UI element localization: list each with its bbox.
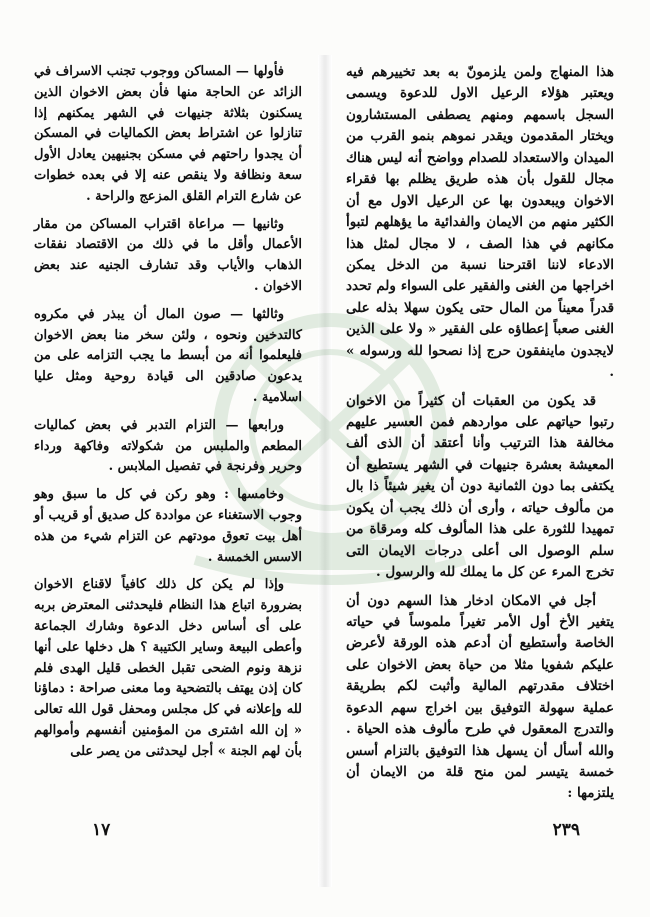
left-paragraph-6: وإذا لم يكن كل ذلك كافياً لاقناع الاخوان بضرورة اتباع هذا النظام فليحدثنى المعترض بربه على أى أساس دخل الدعوة وشارك الجماعة وأعطى البيعة وساير الكتيبة ؟ هل دخلها على أنها نزهة ونوم الضحى تقبل الخطى قليل الهدى فلم كان إذن يهتف بالتضحية وما معنى صراحة : دماؤنا لله وإعلانه في كل مجلس ومحفل قول الله تعالى « إن الله اشترى من المؤمنين أنفسهم وأموالهم بأن لهم الجنة » أجل ليحدثنى من يصر على xyxy=(34,577,302,759)
left-paragraph-4: ورابعها — التزام التدبر في بعض كماليات المطعم والملبس من شكولاته وفاكهة ورداء وحرير وفرنجة في تفصيل الملابس . xyxy=(34,417,302,475)
left-paragraph-1: فأولها — المساكن ووجوب تجنب الاسراف في الزائد عن الحاجة منها فأن بعض الاخوان الذين يسكنون بثلاثة جنيهات في الشهر يمكنهم إذا تنازلوا عن اشتراط بعض الكماليات في المسكن أن يجدوا راحتهم في مسكن بجنيهين يعادل الأول سعة ونظافة ولا ينقص عنه إلا في بعده خطوات عن شارع الترام القلق المزعج والراحة . xyxy=(34,64,302,204)
left-paragraph-3: وثالثها — صون المال أن يبذر في مكروه كالتدخين ونحوه ، ولئن سخر منا بعض الاخوان فليعلموا أنه من أبسط ما يجب التزامه على من يدعون صادقين الى قيادة روحية ومثل عليا اسلامية . xyxy=(34,306,302,405)
right-paragraph-1: هذا المنهاج ولمن يلزمونّ به بعد تخييرهم فيه ويعتبر هؤلاء الرعيل الاول للدعوة ويسمى السجل باسمهم ومنهم يصطفى المستشارون ويختار المقدمون ويقدر نموهم بنمو القرب من الميدان والاستعداد للصدام وواضح أنه ليس هناك مجال للقول بأن هذه طريق يظلم بها فقراء الاخوان ويبعدون بها عن الرعيل الاول مع أن الكثير منهم من الايمان والفدائية ما يؤهلهم لتبوأ مكانهم في هذا الصف ، لا مجال لمثل هذا الادعاء لاننا اقترحنا نسبة من الدخل يمكن اخراجها من الغنى والفقير على السواء ولم تحدد قدراً معيناً من المال حتى يكون سهلا بذله على الغنى صعباً إعطاؤه على الفقير « ولا على الذين لايجدون ماينفقون حرج إذا نصحوا لله ورسوله » . xyxy=(346,64,614,381)
left-page-text-column xyxy=(34,62,302,763)
left-page-number: ١٧ xyxy=(92,820,111,840)
right-paragraph-3: أجل في الامكان ادخار هذا السهم دون أن يتغير الأخ أول الأمر تغيراً ملموساً في حياته الخاصة وأستطيع أن أدعم هذه الورقة لأعرض عليكم شفويا مثلا من حياة بعض الاخوان على اختلاف مقدرتهم المالية وأثبت لكم بطريقة عملية سهولة التوفيق بين اخراج سهم الدعوة والتدرج المعقول في طرح مألوف هذه الحياة . والله أسأل أن يسهل هذا التوفيق بالتزام أسس خمسة يتيسر لمن منح قلة من الايمان أن يلتزمها : xyxy=(346,592,614,802)
book-gutter xyxy=(318,55,332,887)
left-paragraph-2: وثانيها — مراعاة اقتراب المساكن من مقار الأعمال وأقل ما في ذلك من الاقتصاد نفقات الذهاب والأياب وقد تشارف الجنيه عند بعض الاخوان . xyxy=(34,216,302,294)
left-paragraph-5: وخامسها : وهو ركن في كل ما سبق وهو وجوب الاستغناء عن مواددة كل صديق أو قريب أو أهل بيت تعوق مودتهم عن التزام شيء من هذه الاسس الخمسة . xyxy=(34,487,302,565)
right-paragraph-2: قد يكون من العقبات أن كثيراً من الاخوان رتبوا حياتهم على مواردهم فمن العسير عليهم مخالفة هذا الترتيب وأنا أعتقد أن الذى ألف المعيشة بعشرة جنيهات في الشهر يستطيع أن يكتفى بما دون الثمانية دون أن يغير شيئاً ذا بال من مألوف حياته ، وأرى أن ذلك يجب أن يكون تمهيدا للثورة على هذا المألوف كله ومرقاة من سلم الوصول الى أعلى درجات الايمان التى تخرج المرء عن كل ما يملك لله والرسول . xyxy=(346,392,614,581)
right-page-text-column xyxy=(346,62,614,805)
right-page-number: ٢٣٩ xyxy=(552,820,580,840)
